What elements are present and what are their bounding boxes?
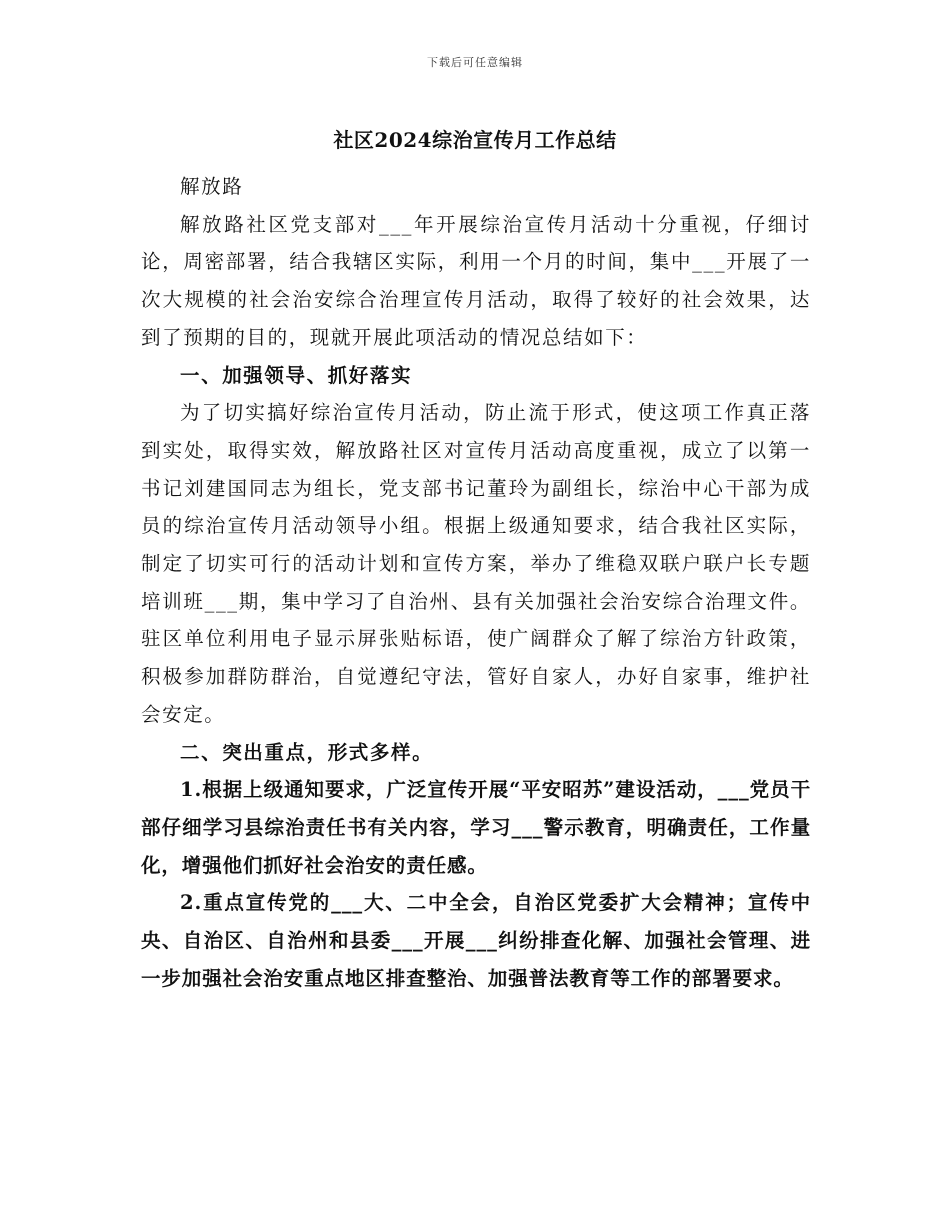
list-item-1: 1.根据上级通知要求，广泛宣传开展“平安昭苏”建设活动，___党员干部仔细学习县综治责任书有关内容，学习___警示教育，明确责任，工作量化，增强他们抓好社会治安的责任感。 xyxy=(141,778,811,877)
author-line: 解放路 xyxy=(180,175,244,198)
document-title: 社区2024综治宣传月工作总结 xyxy=(333,128,617,152)
section-heading-2: 二、突出重点，形式多样。 xyxy=(180,740,434,764)
header-note: 下载后可任意编辑 xyxy=(427,56,523,69)
intro-paragraph: 解放路社区党支部对___年开展综治宣传月活动十分重视，仔细讨论，周密部署，结合我辖区实际，利用一个月的时间，集中___开展了一次大规模的社会治安综合治理宣传月活动，取得了较好的社会效果，达到了预期的目的，现就开展此项活动的情况总结如下： xyxy=(141,212,811,349)
list-item-2: 2.重点宣传党的___大、二中全会，自治区党委扩大会精神；宣传中央、自治区、自治州和县委___开展___纠纷排查化解、加强社会管理、进一步加强社会治安重点地区排查整治、加强普法教育等工作的部署要求。 xyxy=(141,891,811,990)
section-1-paragraph: 为了切实搞好综治宣传月活动，防止流于形式，使这项工作真正落到实处，取得实效，解放路社区对宣传月活动高度重视，成立了以第一书记刘建国同志为组长，党支部书记董玲为副组长，综治中心干部为成员的综治宣传月活动领导小组。根据上级通知要求，结合我社区实际，制定了切实可行的活动计划和宣传方案，举办了维稳双联户联户长专题培训班___期，集中学习了自治州、县有关加强社会治安综合治理文件。驻区单位利用电子显示屏张贴标语，使广阔群众了解了综治方针政策，积极参加群防群治，自觉遵纪守法，管好自家人，办好自家事，维护社会安定。 xyxy=(141,401,811,726)
document-body xyxy=(141,168,811,997)
section-heading-1: 一、加强领导、抓好落实 xyxy=(180,363,413,387)
